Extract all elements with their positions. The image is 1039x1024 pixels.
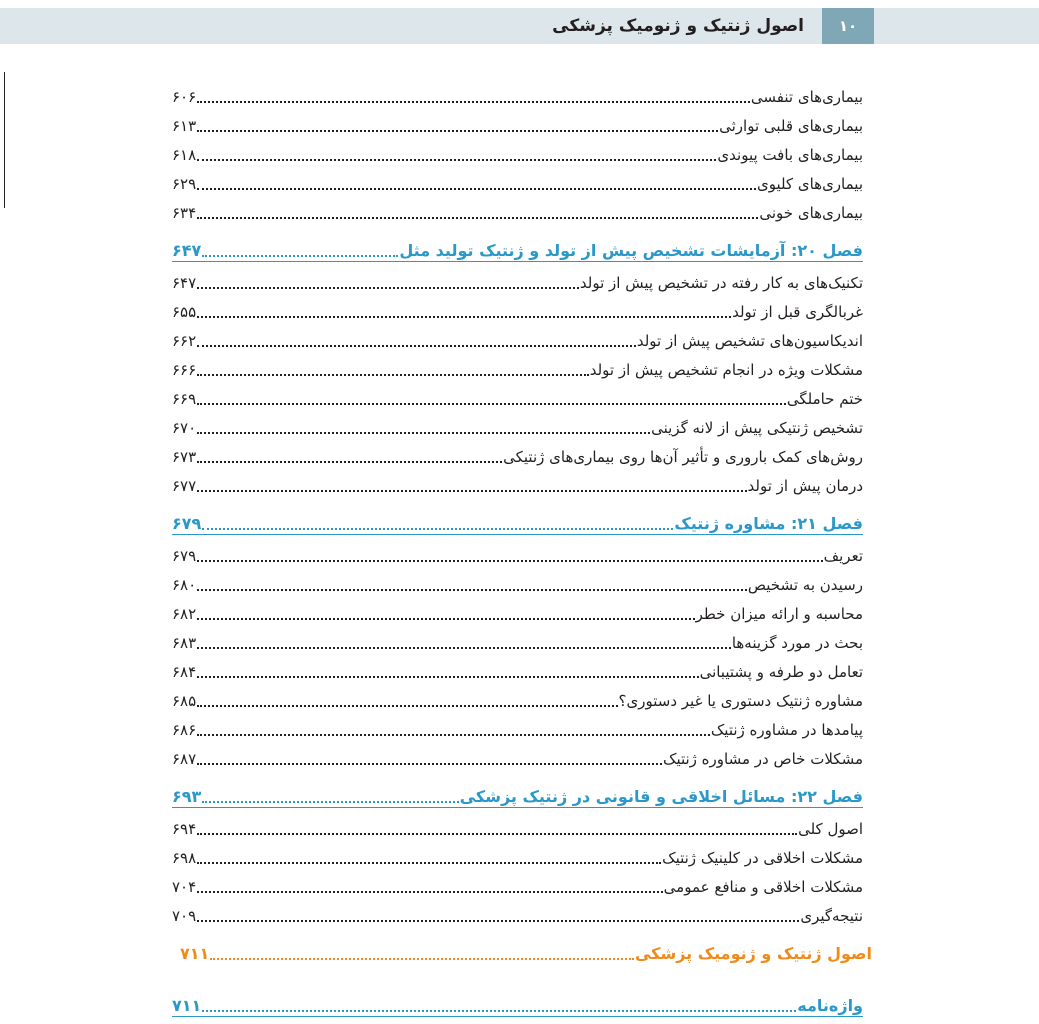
entry-page: ۶۸۷ bbox=[172, 750, 197, 768]
toc-entry[interactable] bbox=[172, 653, 863, 682]
dot-leader bbox=[197, 130, 718, 132]
entry-title: بیماری‌های تنفسی bbox=[750, 88, 863, 106]
chapter-page: ۶۹۳ bbox=[172, 787, 202, 806]
dot-leader bbox=[197, 833, 797, 835]
entry-page: ۶۸۰ bbox=[172, 576, 197, 594]
toc-part-entry[interactable] bbox=[180, 935, 872, 964]
toc-entry[interactable] bbox=[172, 264, 863, 293]
dot-leader bbox=[197, 432, 650, 434]
entry-title: بیماری‌های بافت پیوندی bbox=[717, 146, 863, 164]
toc-entry[interactable] bbox=[172, 107, 863, 136]
dot-leader bbox=[197, 676, 698, 678]
toc-chapter-entry[interactable] bbox=[172, 778, 863, 808]
entry-page: ۶۶۲ bbox=[172, 332, 197, 350]
dot-leader bbox=[197, 891, 662, 893]
dot-leader bbox=[202, 801, 458, 803]
toc-entry[interactable] bbox=[172, 566, 863, 595]
toc-chapter-entry[interactable] bbox=[172, 232, 863, 262]
glossary-title: واژه‌نامه bbox=[797, 996, 863, 1015]
toc-entry[interactable] bbox=[172, 897, 863, 926]
toc-entry[interactable] bbox=[172, 682, 863, 711]
toc-entry[interactable] bbox=[172, 810, 863, 839]
entry-page: ۶۳۴ bbox=[172, 204, 197, 222]
entry-page: ۶۹۴ bbox=[172, 820, 197, 838]
entry-page: ۶۷۹ bbox=[172, 547, 197, 565]
part-page: ۷۱۱ bbox=[180, 944, 210, 963]
dot-leader bbox=[197, 763, 662, 765]
dot-leader bbox=[197, 618, 694, 620]
entry-page: ۷۰۹ bbox=[172, 907, 197, 925]
chapter-page: ۶۷۹ bbox=[172, 514, 202, 533]
toc-entry[interactable] bbox=[172, 711, 863, 740]
entry-title: تعامل دو طرفه و پشتیبانی bbox=[699, 663, 863, 681]
entry-title: بیماری‌های خونی bbox=[759, 204, 863, 222]
entry-title: بیماری‌های قلبی توارثی bbox=[719, 117, 863, 135]
entry-title: رسیدن به تشخیص bbox=[747, 576, 863, 594]
entry-page: ۶۴۷ bbox=[172, 274, 197, 292]
entry-page: ۶۸۴ bbox=[172, 663, 197, 681]
dot-leader bbox=[197, 647, 731, 649]
dot-leader bbox=[197, 374, 589, 376]
entry-title: مشکلات اخلاقی در کلینیک ژنتیک bbox=[662, 849, 863, 867]
chapter-title: فصل ۲۱: مشاوره ژنتیک bbox=[674, 514, 863, 533]
dot-leader bbox=[197, 316, 731, 318]
dot-leader bbox=[197, 490, 746, 492]
entry-page: ۶۰۶ bbox=[172, 88, 197, 106]
entry-page: ۶۶۹ bbox=[172, 390, 197, 408]
entry-page: ۶۲۹ bbox=[172, 175, 197, 193]
toc-entry[interactable] bbox=[172, 322, 863, 351]
toc-entry[interactable] bbox=[172, 351, 863, 380]
entry-title: مشاوره ژنتیک دستوری یا غیر دستوری؟ bbox=[618, 692, 863, 710]
chapter-page: ۶۴۷ bbox=[172, 241, 202, 260]
entry-page: ۶۷۷ bbox=[172, 477, 197, 495]
toc-entry[interactable] bbox=[172, 438, 863, 467]
toc-entry[interactable] bbox=[172, 537, 863, 566]
entry-page: ۶۱۳ bbox=[172, 117, 197, 135]
entry-title: مشکلات اخلاقی و منافع عمومی bbox=[663, 878, 863, 896]
entry-page: ۶۷۳ bbox=[172, 448, 197, 466]
toc-entry[interactable] bbox=[172, 165, 863, 194]
entry-title: روش‌های کمک باروری و تأثیر آن‌ها روی بیماری‌های ژنتیکی bbox=[503, 448, 863, 466]
page-number: ۱۰ bbox=[822, 8, 874, 44]
running-title: اصول ژنتیک و ژنومیک پزشکی bbox=[552, 16, 804, 36]
toc-entry[interactable] bbox=[172, 868, 863, 897]
dot-leader bbox=[197, 101, 750, 103]
dot-leader bbox=[197, 287, 579, 289]
entry-title: مشکلات خاص در مشاوره ژنتیک bbox=[663, 750, 863, 768]
entry-title: تشخیص ژنتیکی پیش از لانه گزینی bbox=[651, 419, 863, 437]
toc-entry[interactable] bbox=[172, 136, 863, 165]
entry-title: اصول کلی bbox=[798, 820, 863, 838]
entry-title: پیامدها در مشاوره ژنتیک bbox=[710, 721, 863, 739]
entry-page: ۶۱۸ bbox=[172, 146, 197, 164]
chapter-title: فصل ۲۲: مسائل اخلاقی و قانونی در ژنتیک پزشکی bbox=[459, 787, 863, 806]
dot-leader bbox=[197, 920, 799, 922]
dot-leader bbox=[197, 862, 661, 864]
chapter-title: فصل ۲۰: آزمایشات تشخیص پیش از تولد و ژنتیک تولید مثل bbox=[399, 241, 863, 260]
dot-leader bbox=[202, 528, 673, 530]
entry-title: غربالگری قبل از تولد bbox=[732, 303, 863, 321]
entry-page: ۶۵۵ bbox=[172, 303, 197, 321]
dot-leader bbox=[197, 461, 502, 463]
entry-title: تعریف bbox=[823, 547, 863, 565]
dot-leader bbox=[197, 403, 786, 405]
entry-title: اندیکاسیون‌های تشخیص پیش از تولد bbox=[636, 332, 863, 350]
dot-leader bbox=[197, 560, 822, 562]
toc-entry[interactable] bbox=[172, 78, 863, 107]
toc-entry[interactable] bbox=[172, 380, 863, 409]
toc-entry[interactable] bbox=[172, 293, 863, 322]
entry-title: مشکلات ویژه در انجام تشخیص پیش از تولد bbox=[589, 361, 863, 379]
edge-rule bbox=[4, 72, 5, 208]
dot-leader bbox=[210, 958, 634, 960]
entry-page: ۶۶۶ bbox=[172, 361, 197, 379]
entry-page: ۶۸۶ bbox=[172, 721, 197, 739]
dot-leader bbox=[202, 255, 398, 257]
dot-leader bbox=[197, 188, 756, 190]
toc-chapter-entry[interactable] bbox=[172, 505, 863, 535]
entry-title: نتیجه‌گیری bbox=[800, 907, 863, 925]
toc-entry[interactable] bbox=[172, 409, 863, 438]
entry-page: ۶۷۰ bbox=[172, 419, 197, 437]
entry-page: ۷۰۴ bbox=[172, 878, 197, 896]
part-title: اصول ژنتیک و ژنومیک پزشکی bbox=[634, 944, 872, 963]
entry-page: ۶۸۲ bbox=[172, 605, 197, 623]
entry-title: درمان پیش از تولد bbox=[747, 477, 863, 495]
toc-glossary-entry[interactable] bbox=[172, 987, 863, 1017]
dot-leader bbox=[197, 705, 617, 707]
entry-title: بیماری‌های کلیوی bbox=[756, 175, 863, 193]
entry-title: بحث در مورد گزینه‌ها bbox=[731, 634, 863, 652]
toc-entry[interactable] bbox=[172, 839, 863, 868]
glossary-page: ۷۱۱ bbox=[172, 996, 202, 1015]
toc-entry[interactable] bbox=[172, 624, 863, 653]
dot-leader bbox=[197, 589, 747, 591]
dot-leader bbox=[202, 1010, 796, 1012]
dot-leader bbox=[197, 345, 636, 347]
dot-leader bbox=[197, 159, 716, 161]
dot-leader bbox=[197, 734, 710, 736]
entry-title: محاسبه و ارائه میزان خطر bbox=[695, 605, 863, 623]
toc-entry[interactable] bbox=[172, 740, 863, 769]
entry-page: ۶۹۸ bbox=[172, 849, 197, 867]
toc-entry[interactable] bbox=[172, 194, 863, 223]
entry-page: ۶۸۵ bbox=[172, 692, 197, 710]
entry-page: ۶۸۳ bbox=[172, 634, 197, 652]
page-header bbox=[0, 8, 1039, 44]
toc-entry[interactable] bbox=[172, 595, 863, 624]
entry-title: تکنیک‌های به کار رفته در تشخیص پیش از تولد bbox=[579, 274, 863, 292]
toc-entry[interactable] bbox=[172, 467, 863, 496]
dot-leader bbox=[197, 217, 758, 219]
entry-title: ختم حاملگی bbox=[786, 390, 863, 408]
